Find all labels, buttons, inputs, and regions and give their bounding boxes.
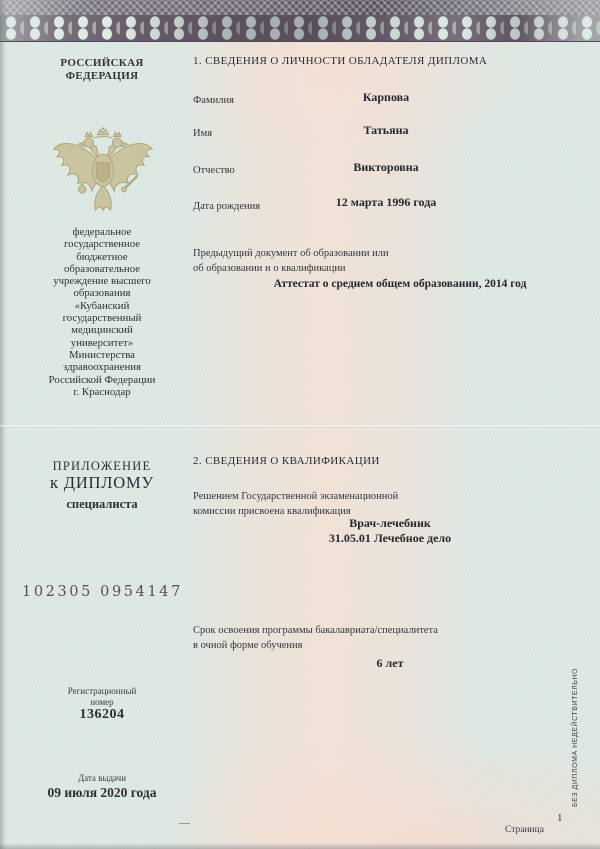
institution-line: здравоохранения xyxy=(63,361,141,374)
blank-serial-number: 102305 0954147 xyxy=(22,584,183,600)
previous-document-value: Аттестат о среднем общем образовании, 2014 год xyxy=(273,278,527,290)
institution-line: учреждение высшего xyxy=(53,275,151,288)
patronymic-value: Викторовна xyxy=(353,160,419,174)
registration-label-line1: Регистрационный xyxy=(67,686,137,696)
scan-bottom-edge-shadow xyxy=(0,843,600,849)
institution-line: бюджетное xyxy=(76,250,128,263)
horizontal-fold-crease xyxy=(0,424,600,428)
study-duration-line1: Срок освоения программы бакалавриата/специалитета xyxy=(193,625,438,636)
firstname-value: Татьяна xyxy=(363,123,409,137)
issue-date-label: Дата выдачи xyxy=(77,773,127,783)
section1-title: 1. СВЕДЕНИЯ О ЛИЧНОСТИ ОБЛАДАТЕЛЯ ДИПЛОМА xyxy=(193,55,488,67)
registration-number-value: 136204 xyxy=(79,707,125,722)
fold-mark: — xyxy=(179,817,190,829)
institution-line: государственный xyxy=(62,312,142,325)
page-label: Страница xyxy=(505,825,544,835)
document-title-line3: специалиста xyxy=(66,497,138,511)
coat-of-arms-icon xyxy=(46,124,160,230)
qualification-decision-line2: комиссии присвоена квалификация xyxy=(193,505,351,517)
previous-document-label-line1: Предыдущий документ об образовании или xyxy=(193,248,389,259)
qualification-value: Врач-лечебник xyxy=(349,516,431,530)
institution-line: государственное xyxy=(63,238,141,251)
study-duration-value: 6 лет xyxy=(376,656,404,670)
institution-line: г. Краснодар xyxy=(73,385,131,398)
institution-name xyxy=(8,226,196,398)
institution-line: университет» xyxy=(70,336,134,349)
surname-label: Фамилия xyxy=(193,95,234,106)
surname-value: Карпова xyxy=(362,90,410,104)
registration-number-label xyxy=(14,686,190,707)
institution-line: медицинский xyxy=(71,324,133,337)
specialty-value: 31.05.01 Лечебное дело xyxy=(328,531,452,545)
edge-validity-note: БЕЗ ДИПЛОМА НЕДЕЙСТВИТЕЛЬНО xyxy=(572,667,579,807)
country-line1: РОССИЙСКАЯ xyxy=(60,57,144,69)
institution-line: федеральное xyxy=(72,226,132,238)
previous-document-label xyxy=(193,247,389,276)
document-title-line2: к ДИПЛОМУ xyxy=(50,473,154,492)
firstname-label: Имя xyxy=(193,128,213,139)
document-title-line1: ПРИЛОЖЕНИЕ xyxy=(52,459,152,473)
issue-date-value: 09 июля 2020 года xyxy=(47,785,157,800)
previous-document-label-line2: об образовании и о квалификации xyxy=(193,262,346,274)
institution-line: образования xyxy=(73,287,131,300)
section2-title: 2. СВЕДЕНИЯ О КВАЛИФИКАЦИИ xyxy=(193,455,380,467)
study-duration-label xyxy=(193,624,438,653)
study-duration-line2: в очной форме обучения xyxy=(193,639,303,651)
birthdate-label: Дата рождения xyxy=(193,201,261,212)
institution-line: Министерства xyxy=(69,348,135,361)
institution-line: «Кубанский xyxy=(74,299,130,312)
qualification-decision-label xyxy=(193,490,398,519)
institution-line: образовательное xyxy=(63,262,141,275)
registration-label-line2: номер xyxy=(90,696,114,707)
country-line2: ФЕДЕРАЦИЯ xyxy=(65,70,139,82)
birthdate-value: 12 марта 1996 года xyxy=(335,195,437,209)
guilloche-oval-border xyxy=(0,15,600,42)
institution-line: Российской Федерации xyxy=(48,373,156,386)
country-name xyxy=(14,57,190,83)
page-number: 1 xyxy=(557,812,563,824)
qualification-decision-line1: Решением Государственной экзаменационной xyxy=(193,491,399,502)
patronymic-label: Отчество xyxy=(193,165,235,176)
